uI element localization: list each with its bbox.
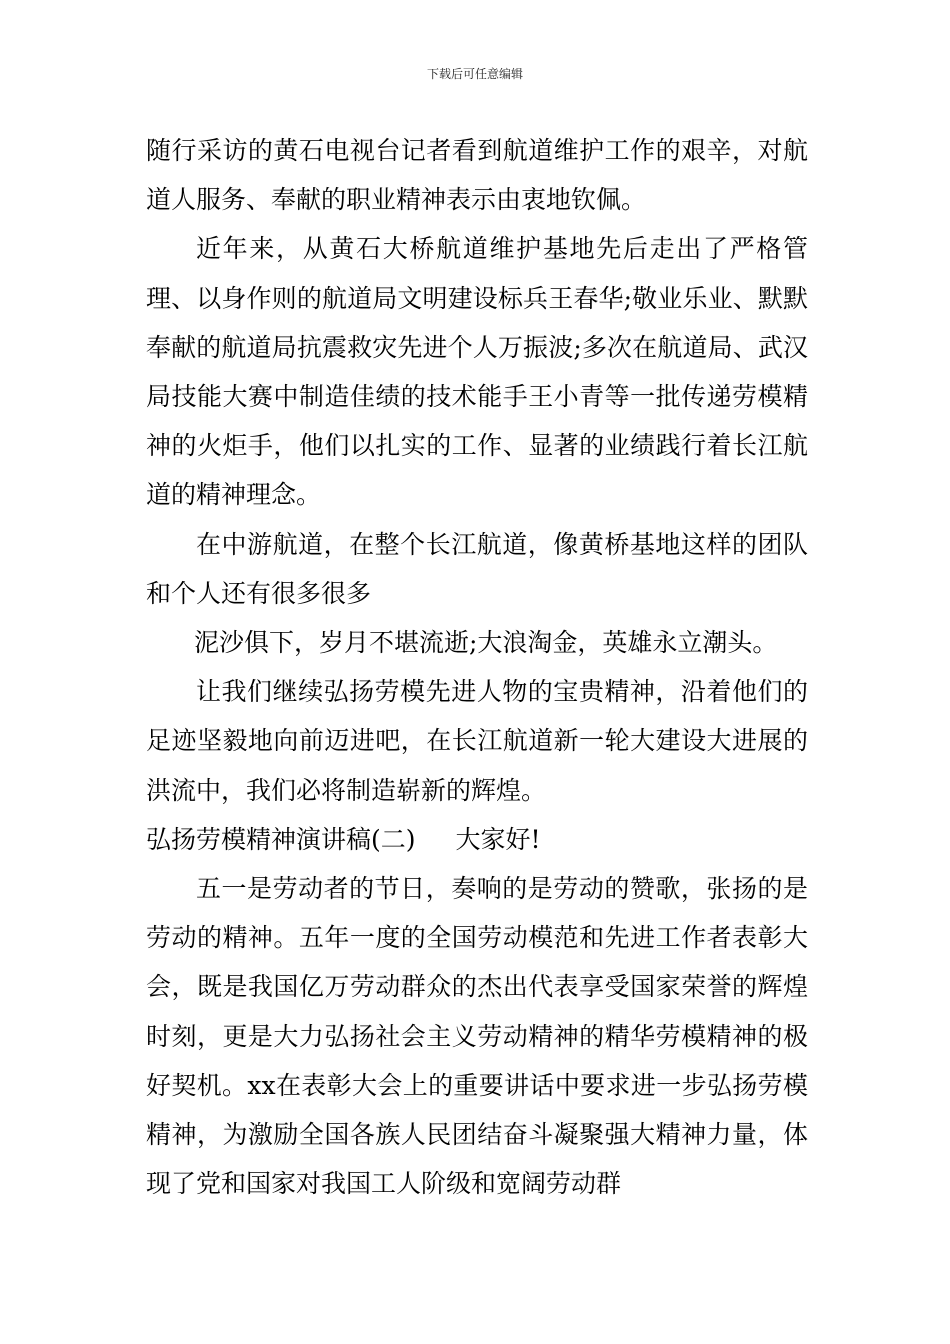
page-header-note: 下载后可任意编辑 [426,67,523,81]
section-title: 弘扬劳模精神演讲稿(二) [146,824,416,854]
section-heading [146,815,808,864]
section-greeting: 大家好! [455,824,541,854]
paragraph-midstream: 在中游航道，在整个长江航道，像黄桥基地这样的团队和个人还有很多很多 [146,529,808,608]
paragraph-reporter: 随行采访的黄石电视台记者看到航道维护工作的艰辛，对航道人服务、奉献的职业精神表示由衷地钦佩。 [146,136,808,215]
paragraph-continue: 让我们继续弘扬劳模先进人物的宝贵精神，沿着他们的足迹坚毅地向前迈进吧，在长江航道新一轮大建设大进展的洪流中，我们必将制造崭新的辉煌。 [146,677,808,805]
paragraph-sediment: 泥沙俱下，岁月不堪流逝;大浪淘金，英雄永立潮头。 [194,628,778,658]
document-body [146,126,808,1208]
paragraph-recent-years: 近年来，从黄石大桥航道维护基地先后走出了严格管理、以身作则的航道局文明建设标兵王春华;敬业乐业、默默奉献的航道局抗震救灾先进个人万振波;多次在航道局、武汉局技能大赛中制造佳绩的技术能手王小青等一批传递劳模精神的火炬手，他们以扎实的工作、显著的业绩践行着长江航道的精神理念。 [146,234,808,510]
paragraph-may-day: 五一是劳动者的节日，奏响的是劳动的赞歌，张扬的是劳动的精神。五年一度的全国劳动模范和先进工作者表彰大会，既是我国亿万劳动群众的杰出代表享受国家荣誉的辉煌时刻，更是大力弘扬社会主义劳动精神的精华劳模精神的极好契机。xx在表彰大会上的重要讲话中要求进一步弘扬劳模精神，为激励全国各族人民团结奋斗凝聚强大精神力量，体现了党和国家对我国工人阶级和宽阔劳动群 [146,874,808,1199]
